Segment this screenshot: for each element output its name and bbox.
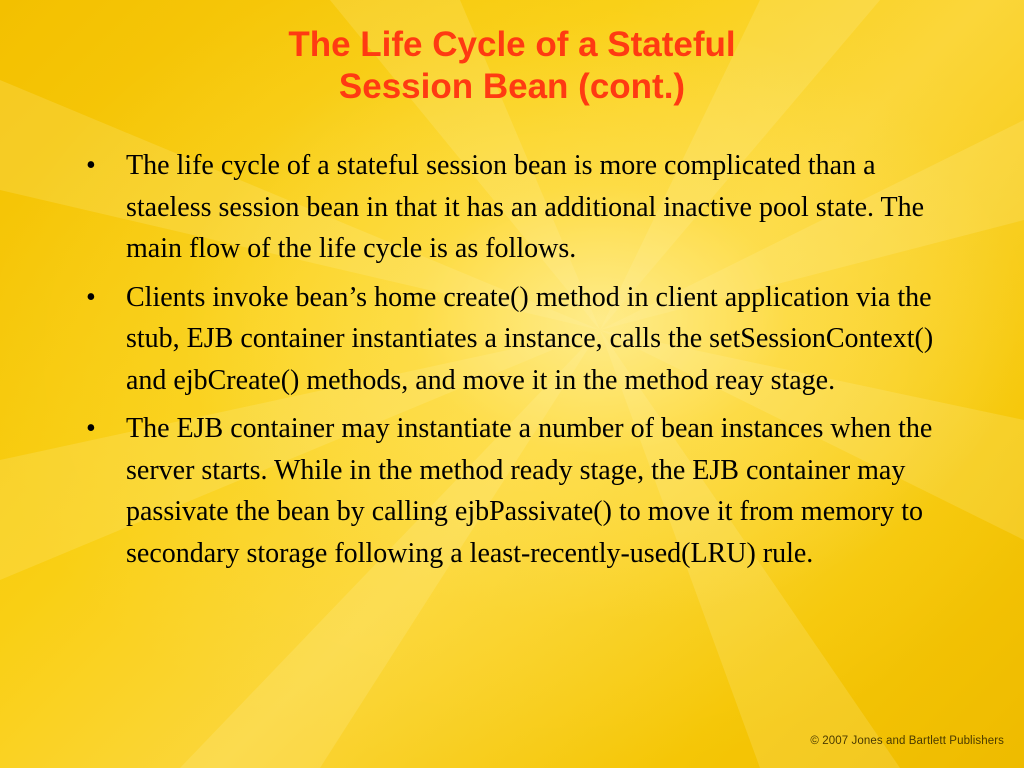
bullet-item xyxy=(82,277,952,402)
bullet-text: The EJB container may instantiate a number of bean instances when the server starts. While in the method ready stage, the EJB container may passivate the bean by calling ejbPassivate() to move it from memory to secondary storage following a least-recently-used(LRU) rule. xyxy=(126,413,933,569)
bullet-list xyxy=(82,145,952,581)
bullet-text: The life cycle of a stateful session bean is more complicated than a staeless session bean in that it has an additional inactive pool state. The main flow of the life cycle is as follows. xyxy=(126,150,925,264)
slide-title-line-1: The Life Cycle of a Stateful xyxy=(288,25,736,64)
slide-title-line-2: Session Bean (cont.) xyxy=(338,67,686,106)
bullet-item xyxy=(82,145,952,270)
bullet-item xyxy=(82,408,952,574)
bullet-dot-icon: • xyxy=(86,413,96,444)
bullet-dot-icon: • xyxy=(86,150,96,181)
bullet-dot-icon: • xyxy=(86,281,96,313)
copyright-notice: © 2007 Jones and Bartlett Publishers xyxy=(810,735,1004,747)
slide-title xyxy=(0,24,1024,108)
bullet-text: Clients invoke bean’s home create() method in client application via the stub, EJB container instantiates a instance, calls the setSessionContext() and ejbCreate() methods, and move it in the method reay stage. xyxy=(126,281,934,396)
